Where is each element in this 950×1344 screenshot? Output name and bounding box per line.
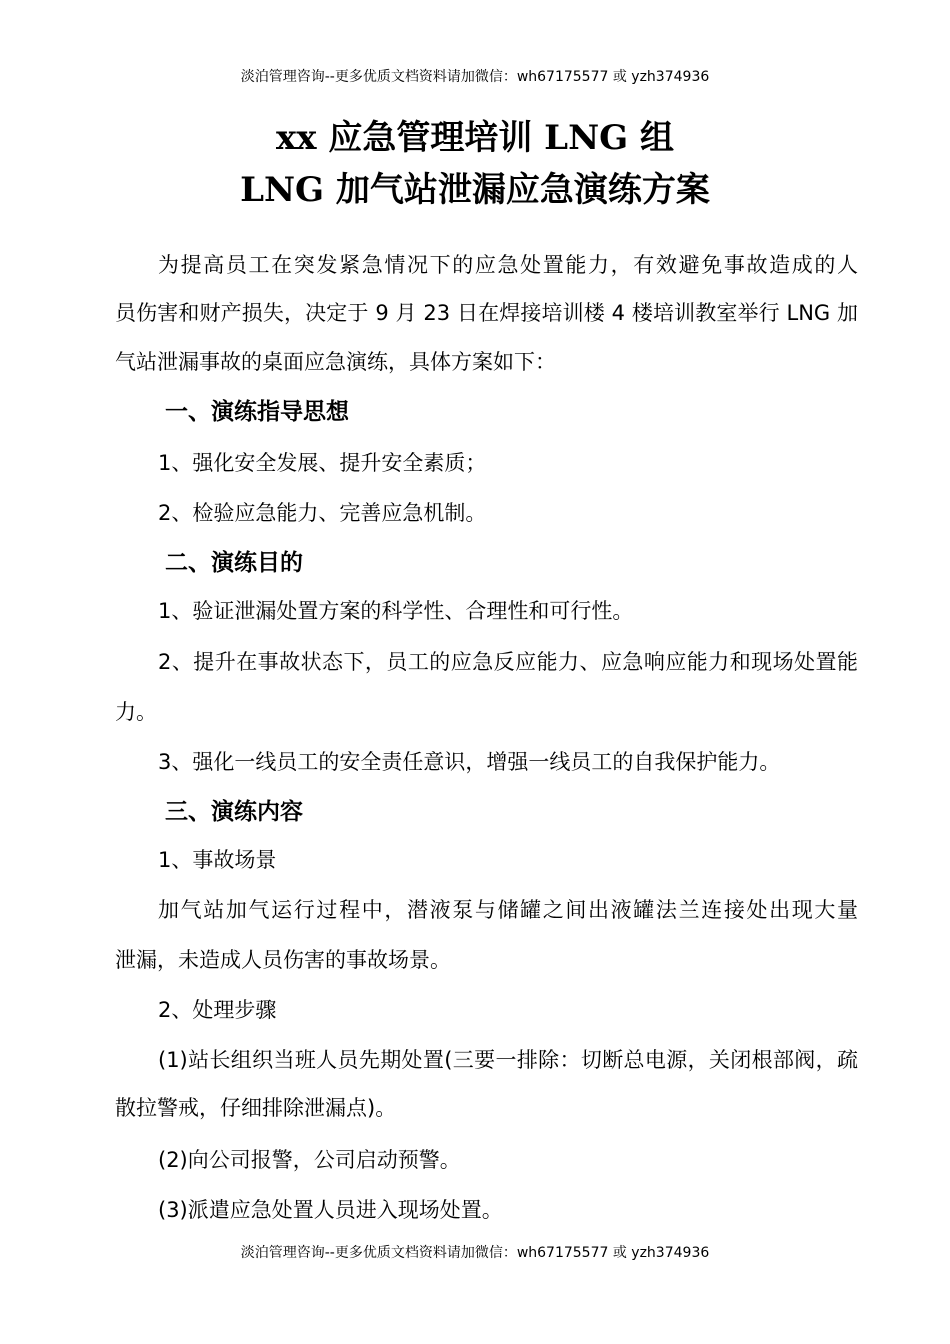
section-heading: 二、演练目的 [165,550,303,576]
intro-line: 员伤害和财产损失，决定于 9 月 23 日在焊接培训楼 4 楼培训教室举行 LNG 加 [115,301,858,325]
list-item: 2、检验应急能力、完善应急机制。 [158,501,487,525]
list-item: 2、处理步骤 [158,998,277,1022]
list-item: 1、事故场景 [158,848,277,872]
list-item: (3)派遣应急处置人员进入现场处置。 [158,1198,503,1222]
list-item: (2)向公司报警，公司启动预警。 [158,1148,461,1172]
title-line-2: LNG 加气站泄漏应急演练方案 [240,170,710,210]
section-heading: 一、演练指导思想 [165,399,349,425]
list-item: 2、提升在事故状态下，员工的应急反应能力、应急响应能力和现场处置能 [158,650,858,674]
list-item: 加气站加气运行过程中，潜液泵与储罐之间出液罐法兰连接处出现大量 [158,898,858,922]
intro-line: 气站泄漏事故的桌面应急演练，具体方案如下： [115,350,556,374]
page-footer: 淡泊管理咨询--更多优质文档资料请加微信：wh67175577 或 yzh374936 [240,1245,710,1261]
page-header: 淡泊管理咨询--更多优质文档资料请加微信：wh67175577 或 yzh374936 [240,69,710,85]
section-heading: 三、演练内容 [165,799,303,825]
list-item: 1、强化安全发展、提升安全素质； [158,451,487,475]
intro-line: 为提高员工在突发紧急情况下的应急处置能力，有效避免事故造成的人 [158,253,858,277]
list-item: 力。 [115,700,157,724]
list-item: 泄漏，未造成人员伤害的事故场景。 [115,948,451,972]
title-line-1: xx 应急管理培训 LNG 组 [275,118,675,158]
list-item: (1)站长组织当班人员先期处置(三要一排除：切断总电源，关闭根部阀，疏 [158,1048,858,1072]
list-item: 3、强化一线员工的安全责任意识，增强一线员工的自我保护能力。 [158,750,781,774]
list-item: 1、验证泄漏处置方案的科学性、合理性和可行性。 [158,599,634,623]
list-item: 散拉警戒，仔细排除泄漏点)。 [115,1096,397,1120]
